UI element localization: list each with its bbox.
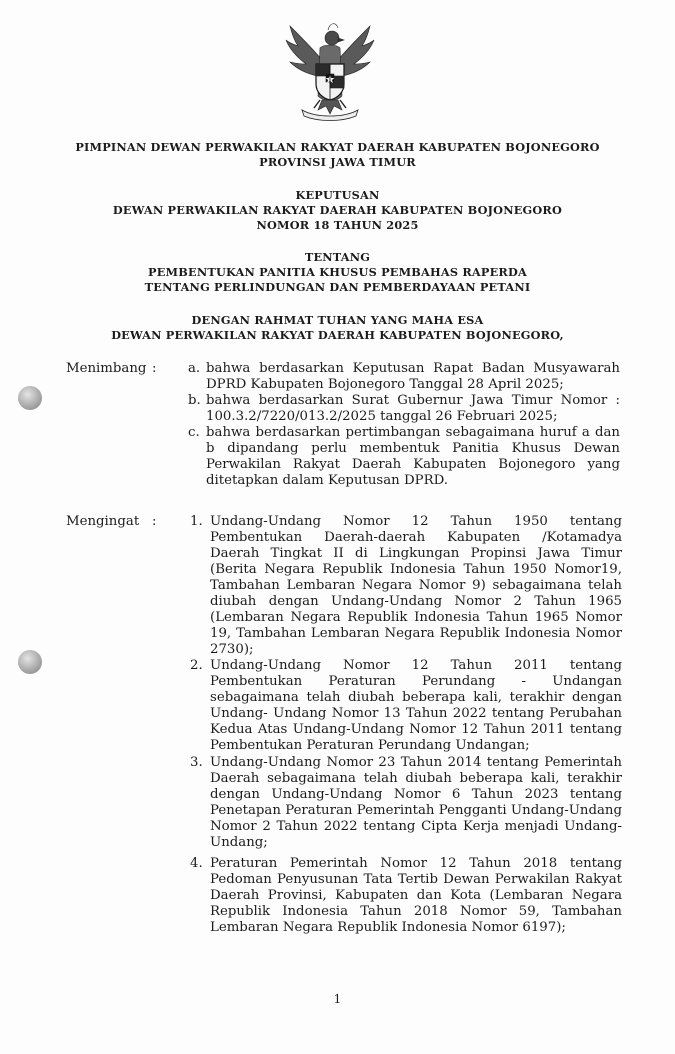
item-text: Peraturan Pemerintah Nomor 12 Tahun 2018 tentang Pedoman Penyusunan Tata Tertib Dewan Perwakilan Rakyat Daerah Provinsi, Kabupaten dan Kota (Lembaran Negara Republik Indonesia Tahun 2018 Nomor 59, Tambahan Lembaran Negara Republik Indonesia Nomor 6197); bbox=[210, 856, 622, 935]
item-text: bahwa berdasarkan pertimbangan sebagaimana huruf a dan b dipandang perlu membentuk Panitia Khusus Dewan Perwakilan Rakyat Daerah Kabupaten Bojonegoro yang ditetapkan dalam Keputusan DPRD. bbox=[206, 425, 620, 488]
institution-line-1: PIMPINAN DEWAN PERWAKILAN RAKYAT DAERAH KABUPATEN BOJONEGORO bbox=[75, 140, 600, 154]
item-marker: b. bbox=[188, 393, 201, 408]
item-marker: a. bbox=[188, 361, 201, 376]
item-text: bahwa berdasarkan Keputusan Rapat Badan Musyawarah DPRD Kabupaten Bojonegoro Tanggal 28 April 2025; bbox=[206, 361, 620, 392]
menimbang-label: Menimbang bbox=[66, 361, 147, 376]
about-label: TENTANG bbox=[304, 250, 371, 264]
menimbang-colon: : bbox=[152, 361, 157, 376]
institution-line-2: PROVINSI JAWA TIMUR bbox=[259, 155, 416, 169]
subject-line-1: PEMBENTUKAN PANITIA KHUSUS PEMBAHAS RAPERDA bbox=[148, 265, 527, 279]
garuda-icon bbox=[282, 18, 378, 122]
page-number: 1 bbox=[333, 992, 342, 1006]
item-marker: 4. bbox=[190, 856, 203, 871]
blessing-line-1: DENGAN RAHMAT TUHAN YANG MAHA ESA bbox=[191, 313, 484, 327]
subject-line-2: TENTANG PERLINDUNGAN DAN PEMBERDAYAAN PETANI bbox=[144, 280, 531, 294]
item-marker: 1. bbox=[190, 514, 203, 529]
item-text: bahwa berdasarkan Surat Gubernur Jawa Timur Nomor : 100.3.2/7220/013.2/2025 tanggal 26 Februari 2025; bbox=[206, 393, 620, 424]
decree-number: NOMOR 18 TAHUN 2025 bbox=[256, 218, 419, 232]
mengingat-colon: : bbox=[152, 514, 157, 529]
blessing-line-2: DEWAN PERWAKILAN RAKYAT DAERAH KABUPATEN BOJONEGORO, bbox=[111, 328, 564, 342]
item-text: Undang-Undang Nomor 12 Tahun 2011 tentang Pembentukan Peraturan Perundang - Undangan sebagaimana telah diubah beberapa kali, terakhir dengan Undang- Undang Nomor 13 Tahun 2022 tentang Perubahan Kedua Atas Undang-Undang Nomor 12 Tahun 2011 tentang Pembentukan Peraturan Perundang Undangan; bbox=[210, 658, 622, 753]
item-marker: 3. bbox=[190, 755, 203, 770]
item-marker: c. bbox=[188, 425, 200, 440]
item-marker: 2. bbox=[190, 658, 203, 673]
decree-title: KEPUTUSAN bbox=[295, 188, 380, 202]
punch-hole bbox=[18, 386, 42, 410]
mengingat-label: Mengingat bbox=[66, 514, 140, 529]
punch-hole bbox=[18, 650, 42, 674]
garuda-emblem bbox=[282, 18, 378, 122]
item-text: Undang-Undang Nomor 23 Tahun 2014 tentang Pemerintah Daerah sebagaimana telah diubah beberapa kali, terakhir dengan Undang-Undang Nomor 6 Tahun 2023 tentang Penetapan Peraturan Pemerintah Pengganti Undang-Undang Nomor 2 Tahun 2022 tentang Cipta Kerja menjadi Undang-Undang; bbox=[210, 755, 622, 850]
item-text: Undang-Undang Nomor 12 Tahun 1950 tentang Pembentukan Daerah-daerah Kabupaten /Kotamadya Daerah Tingkat II di Lingkungan Propinsi Jawa Timur (Berita Negara Republik Indonesia Tahun 1950 Nomor19, Tambahan Lembaran Negara Nomor 9) sebagaimana telah diubah dengan Undang-Undang Nomor 2 Tahun 1965 (Lembaran Negara Republik Indonesia Tahun 1965 Nomor 19, Tambahan Lembaran Negara Republik Indonesia Nomor 2730); bbox=[210, 514, 622, 657]
decree-body: DEWAN PERWAKILAN RAKYAT DAERAH KABUPATEN BOJONEGORO bbox=[112, 203, 563, 217]
